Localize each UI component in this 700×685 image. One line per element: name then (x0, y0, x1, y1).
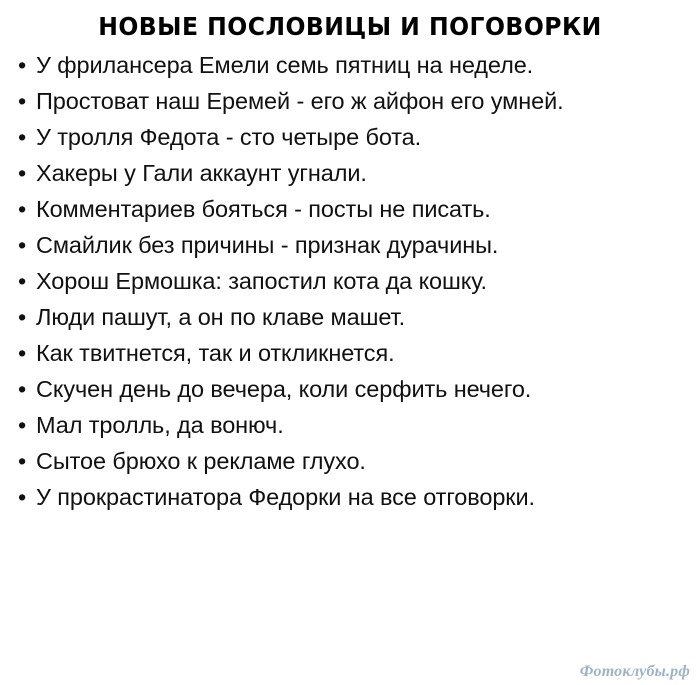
bullet-icon: • (18, 340, 27, 366)
list-item-text: Мал тролль, да вонюч. (36, 412, 284, 438)
bullet-icon: • (18, 52, 27, 78)
list-item (14, 336, 686, 370)
list-item-text: У фрилансера Емели семь пятниц на неделе. (36, 52, 534, 78)
list-item (14, 192, 686, 226)
list-item (14, 480, 686, 514)
list-item (14, 408, 686, 442)
list-item (14, 264, 686, 298)
bullet-icon: • (18, 88, 27, 114)
list-item-text: Скучен день до вечера, коли серфить нечего. (36, 376, 532, 402)
proverbs-list (14, 48, 686, 514)
bullet-icon: • (18, 412, 27, 438)
list-item (14, 84, 686, 118)
page-title: НОВЫЕ ПОСЛОВИЦЫ И ПОГОВОРКИ (98, 12, 602, 41)
list-item (14, 120, 686, 154)
bullet-icon: • (18, 376, 27, 402)
bullet-icon: • (18, 448, 27, 474)
list-item-text: Как твитнется, так и откликнется. (36, 340, 395, 366)
list-item (14, 48, 686, 82)
bullet-icon: • (18, 484, 27, 510)
bullet-icon: • (18, 268, 27, 294)
bullet-icon: • (18, 232, 27, 258)
list-item (14, 228, 686, 262)
list-item (14, 444, 686, 478)
list-item (14, 300, 686, 334)
list-item-text: У прокрастинатора Федорки на все отговорки. (36, 484, 535, 510)
list-item-text: Люди пашут, а он по клаве машет. (36, 304, 406, 330)
list-item-text: Смайлик без причины - признак дурачины. (36, 232, 499, 258)
list-item-text: У тролля Федота - сто четыре бота. (36, 124, 422, 150)
list-item-text: Комментариев бояться - посты не писать. (36, 196, 491, 222)
list-item-text: Хакеры у Гали аккаунт угнали. (36, 160, 367, 186)
list-item-text: Простоват наш Еремей - его ж айфон его умней. (36, 88, 564, 114)
bullet-icon: • (18, 124, 27, 150)
watermark: Фотоклубы.рф (579, 663, 690, 680)
list-item-text: Хорош Ермошка: запостил кота да кошку. (36, 268, 487, 294)
list-item-text: Сытое брюхо к рекламе глухо. (36, 448, 366, 474)
bullet-icon: • (18, 304, 27, 330)
bullet-icon: • (18, 196, 27, 222)
bullet-icon: • (18, 160, 27, 186)
list-item (14, 372, 686, 406)
list-item (14, 156, 686, 190)
